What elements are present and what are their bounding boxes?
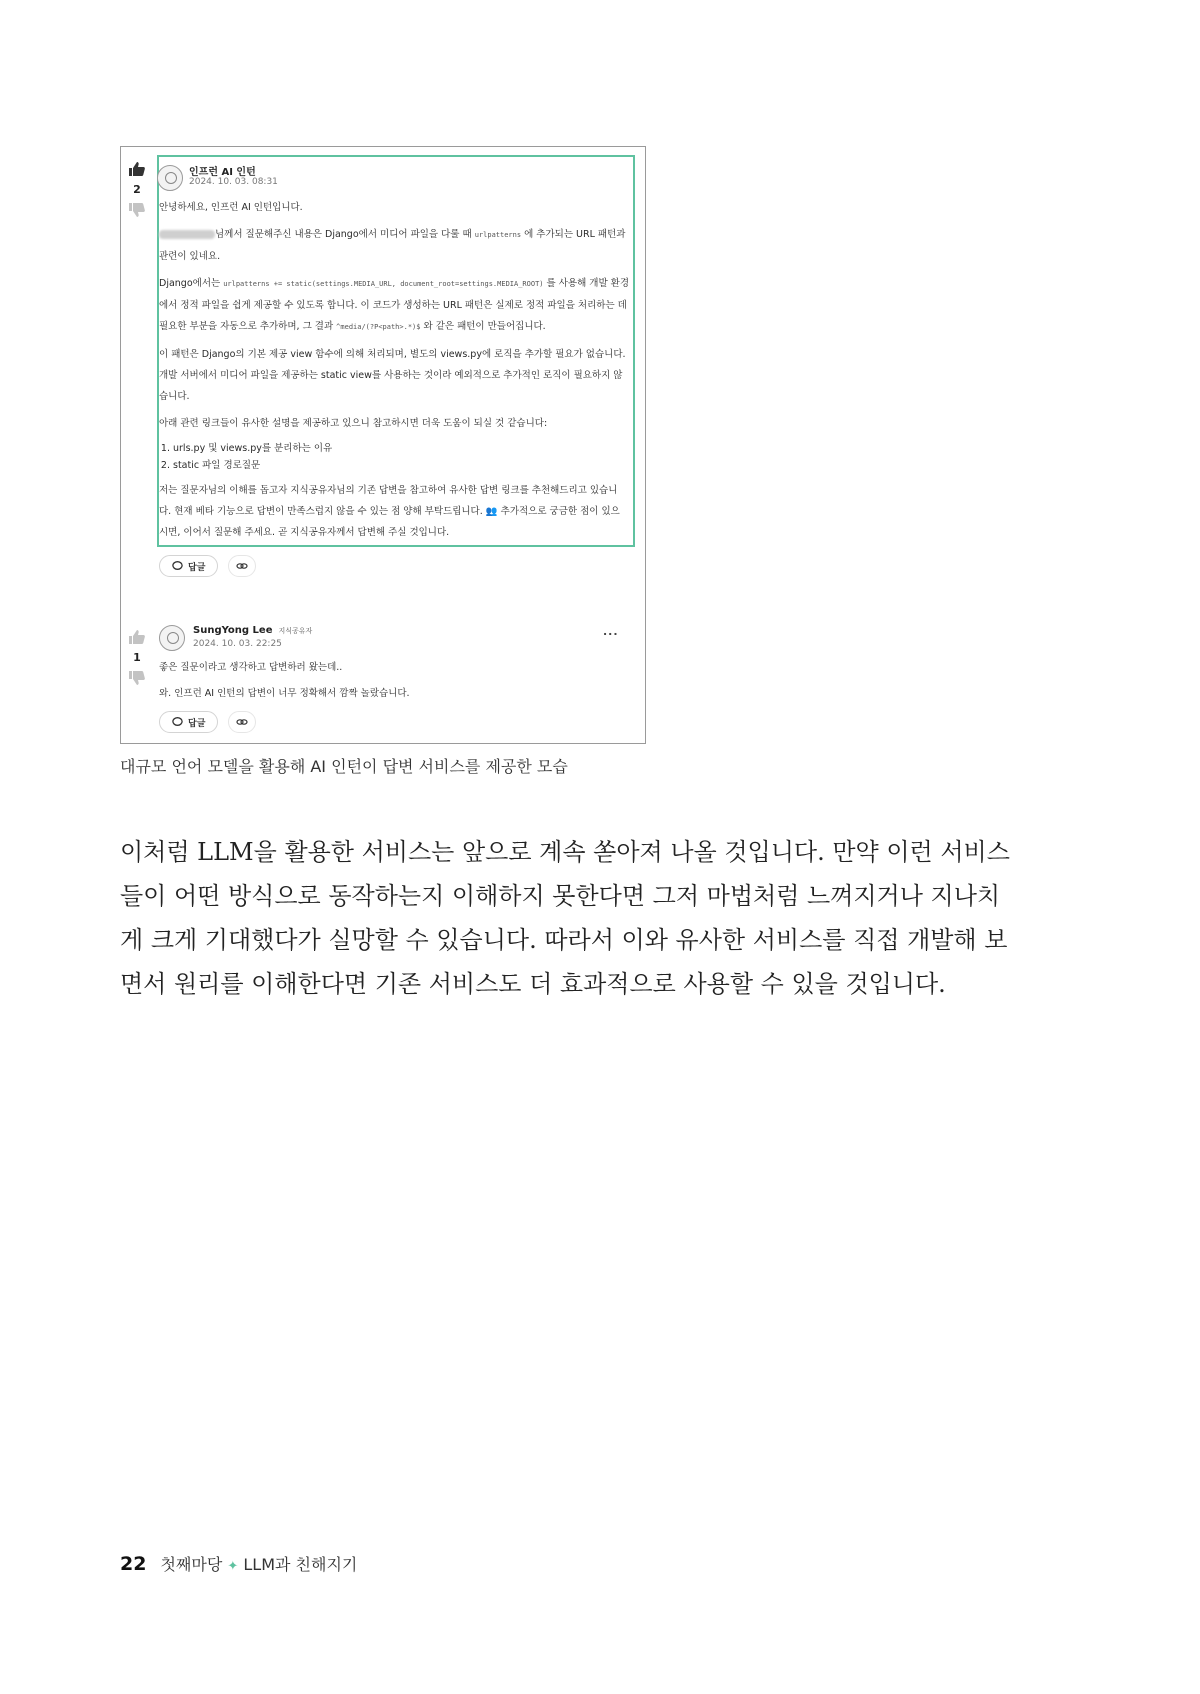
copy-link-button[interactable]: [228, 711, 256, 733]
page-footer: [120, 1552, 357, 1575]
vote-count: 1: [133, 651, 141, 664]
copy-link-button[interactable]: [228, 555, 256, 577]
paragraph: 님께서 질문해주신 내용은 Django에서 미디어 파일을 다룰 때 urlpatterns 에 추가되는 URL 패턴과 관련이 있네요.: [159, 229, 626, 262]
paragraph: 이 패턴은 Django의 기본 제공 view 함수에 의해 처리되며, 별도의 views.py에 로직을 추가할 필요가 없습니다. 개발 서버에서 미디어 파일을 제공하는 static view를 사용하는 것이라 예외적으로 추가적인 로직이 필요하지 않습니다.: [159, 349, 626, 402]
reply-button[interactable]: 답글: [159, 555, 218, 577]
speech-bubble-icon: [172, 717, 183, 727]
thumbs-down-icon[interactable]: [128, 202, 146, 218]
footer-title: 첫째마당 ✦ LLM과 친해지기: [160, 1555, 358, 1574]
avatar: [159, 625, 185, 651]
author-name: SungYong Lee 지식공유자: [193, 625, 313, 636]
related-link[interactable]: 2. static 파일 경로질문: [173, 457, 629, 474]
star-icon: ✦: [227, 1559, 239, 1574]
screenshot-figure: [120, 146, 646, 744]
inline-code: urlpatterns += static(settings.MEDIA_URL, document_root=settings.MEDIA_ROOT): [223, 280, 544, 288]
thumbs-up-icon[interactable]: [128, 629, 146, 645]
link-icon: [236, 717, 248, 727]
page-number: 22: [120, 1553, 147, 1575]
post-date: 2024. 10. 03. 22:25: [193, 639, 282, 649]
inline-code: ^media/(?P<path>.*)$: [336, 323, 421, 331]
paragraph: Django에서는 urlpatterns += static(settings.MEDIA_URL, document_root=settings.MEDIA_ROOT) 를 사용해 개발 환경에서 정적 파일을 쉽게 제공할 수 있도록 합니다. 이 코드가 생성하는 URL 패턴은 실제로 정적 파일을 처리하는 데 필요한 부분을 자동으로 추가하며, 그 결과 ^media/(?P<path>.*)$ 와 같은 패턴이 만들어집니다.: [159, 278, 630, 332]
related-link[interactable]: 1. urls.py 및 views.py를 분리하는 이유: [173, 440, 629, 457]
role-badge: 지식공유자: [278, 627, 313, 635]
reply-button[interactable]: 답글: [159, 711, 218, 733]
people-icon: 👥: [485, 506, 498, 517]
vote-count: 2: [133, 183, 141, 196]
inline-code: urlpatterns: [474, 231, 522, 239]
comment-body: [159, 655, 410, 707]
post-actions: [159, 555, 256, 577]
figure-caption: 대규모 언어 모델을 활용해 AI 인턴이 답변 서비스를 제공한 모습: [120, 757, 568, 776]
body-paragraph: 이처럼 LLM을 활용한 서비스는 앞으로 계속 쏟아져 나올 것입니다. 만약 이런 서비스들이 어떤 방식으로 동작하는지 이해하지 못한다면 그저 마법처럼 느껴지거나 지나치게 크게 기대했다가 실망할 수 있습니다. 따라서 이와 유사한 서비스를 직접 개발해 보면서 원리를 이해한다면 기존 서비스도 더 효과적으로 사용할 수 있을 것입니다.: [120, 838, 1010, 998]
vote-widget: [125, 161, 149, 218]
greeting: 안녕하세요, 인프런 AI 인턴입니다.: [159, 202, 303, 213]
thumbs-up-icon[interactable]: [128, 161, 146, 177]
vote-widget: [125, 629, 149, 686]
comment-actions: [159, 711, 256, 733]
ai-answer-body: [159, 197, 629, 549]
avatar: [157, 165, 183, 191]
blurred-username: [159, 230, 215, 239]
paragraph: 아래 관련 링크들이 유사한 설명을 제공하고 있으니 참고하시면 더욱 도움이 되실 것 같습니다:: [159, 418, 548, 429]
related-links: [159, 440, 629, 474]
comment-line: 와. 인프런 AI 인턴의 답변이 너무 정확해서 깜짝 놀랐습니다.: [159, 688, 410, 699]
link-icon: [236, 561, 248, 571]
post-date: 2024. 10. 03. 08:31: [189, 177, 278, 187]
more-options-button[interactable]: ...: [603, 625, 619, 638]
paragraph: 저는 질문자님의 이해를 돕고자 지식공유자님의 기존 답변을 참고하여 유사한 답변 링크를 추천해드리고 있습니다. 현재 베타 기능으로 답변이 만족스럽지 않을 수 있는 점 양해 부탁드립니다. 👥 추가적으로 궁금한 점이 있으시면, 이어서 질문해 주세요. 곧 지식공유자께서 답변해 주실 것입니다.: [159, 485, 620, 538]
comment-line: 좋은 질문이라고 생각하고 답변하러 왔는데..: [159, 662, 343, 673]
speech-bubble-icon: [172, 561, 183, 571]
author-name: 인프런 AI 인턴: [189, 167, 256, 178]
thumbs-down-icon[interactable]: [128, 670, 146, 686]
